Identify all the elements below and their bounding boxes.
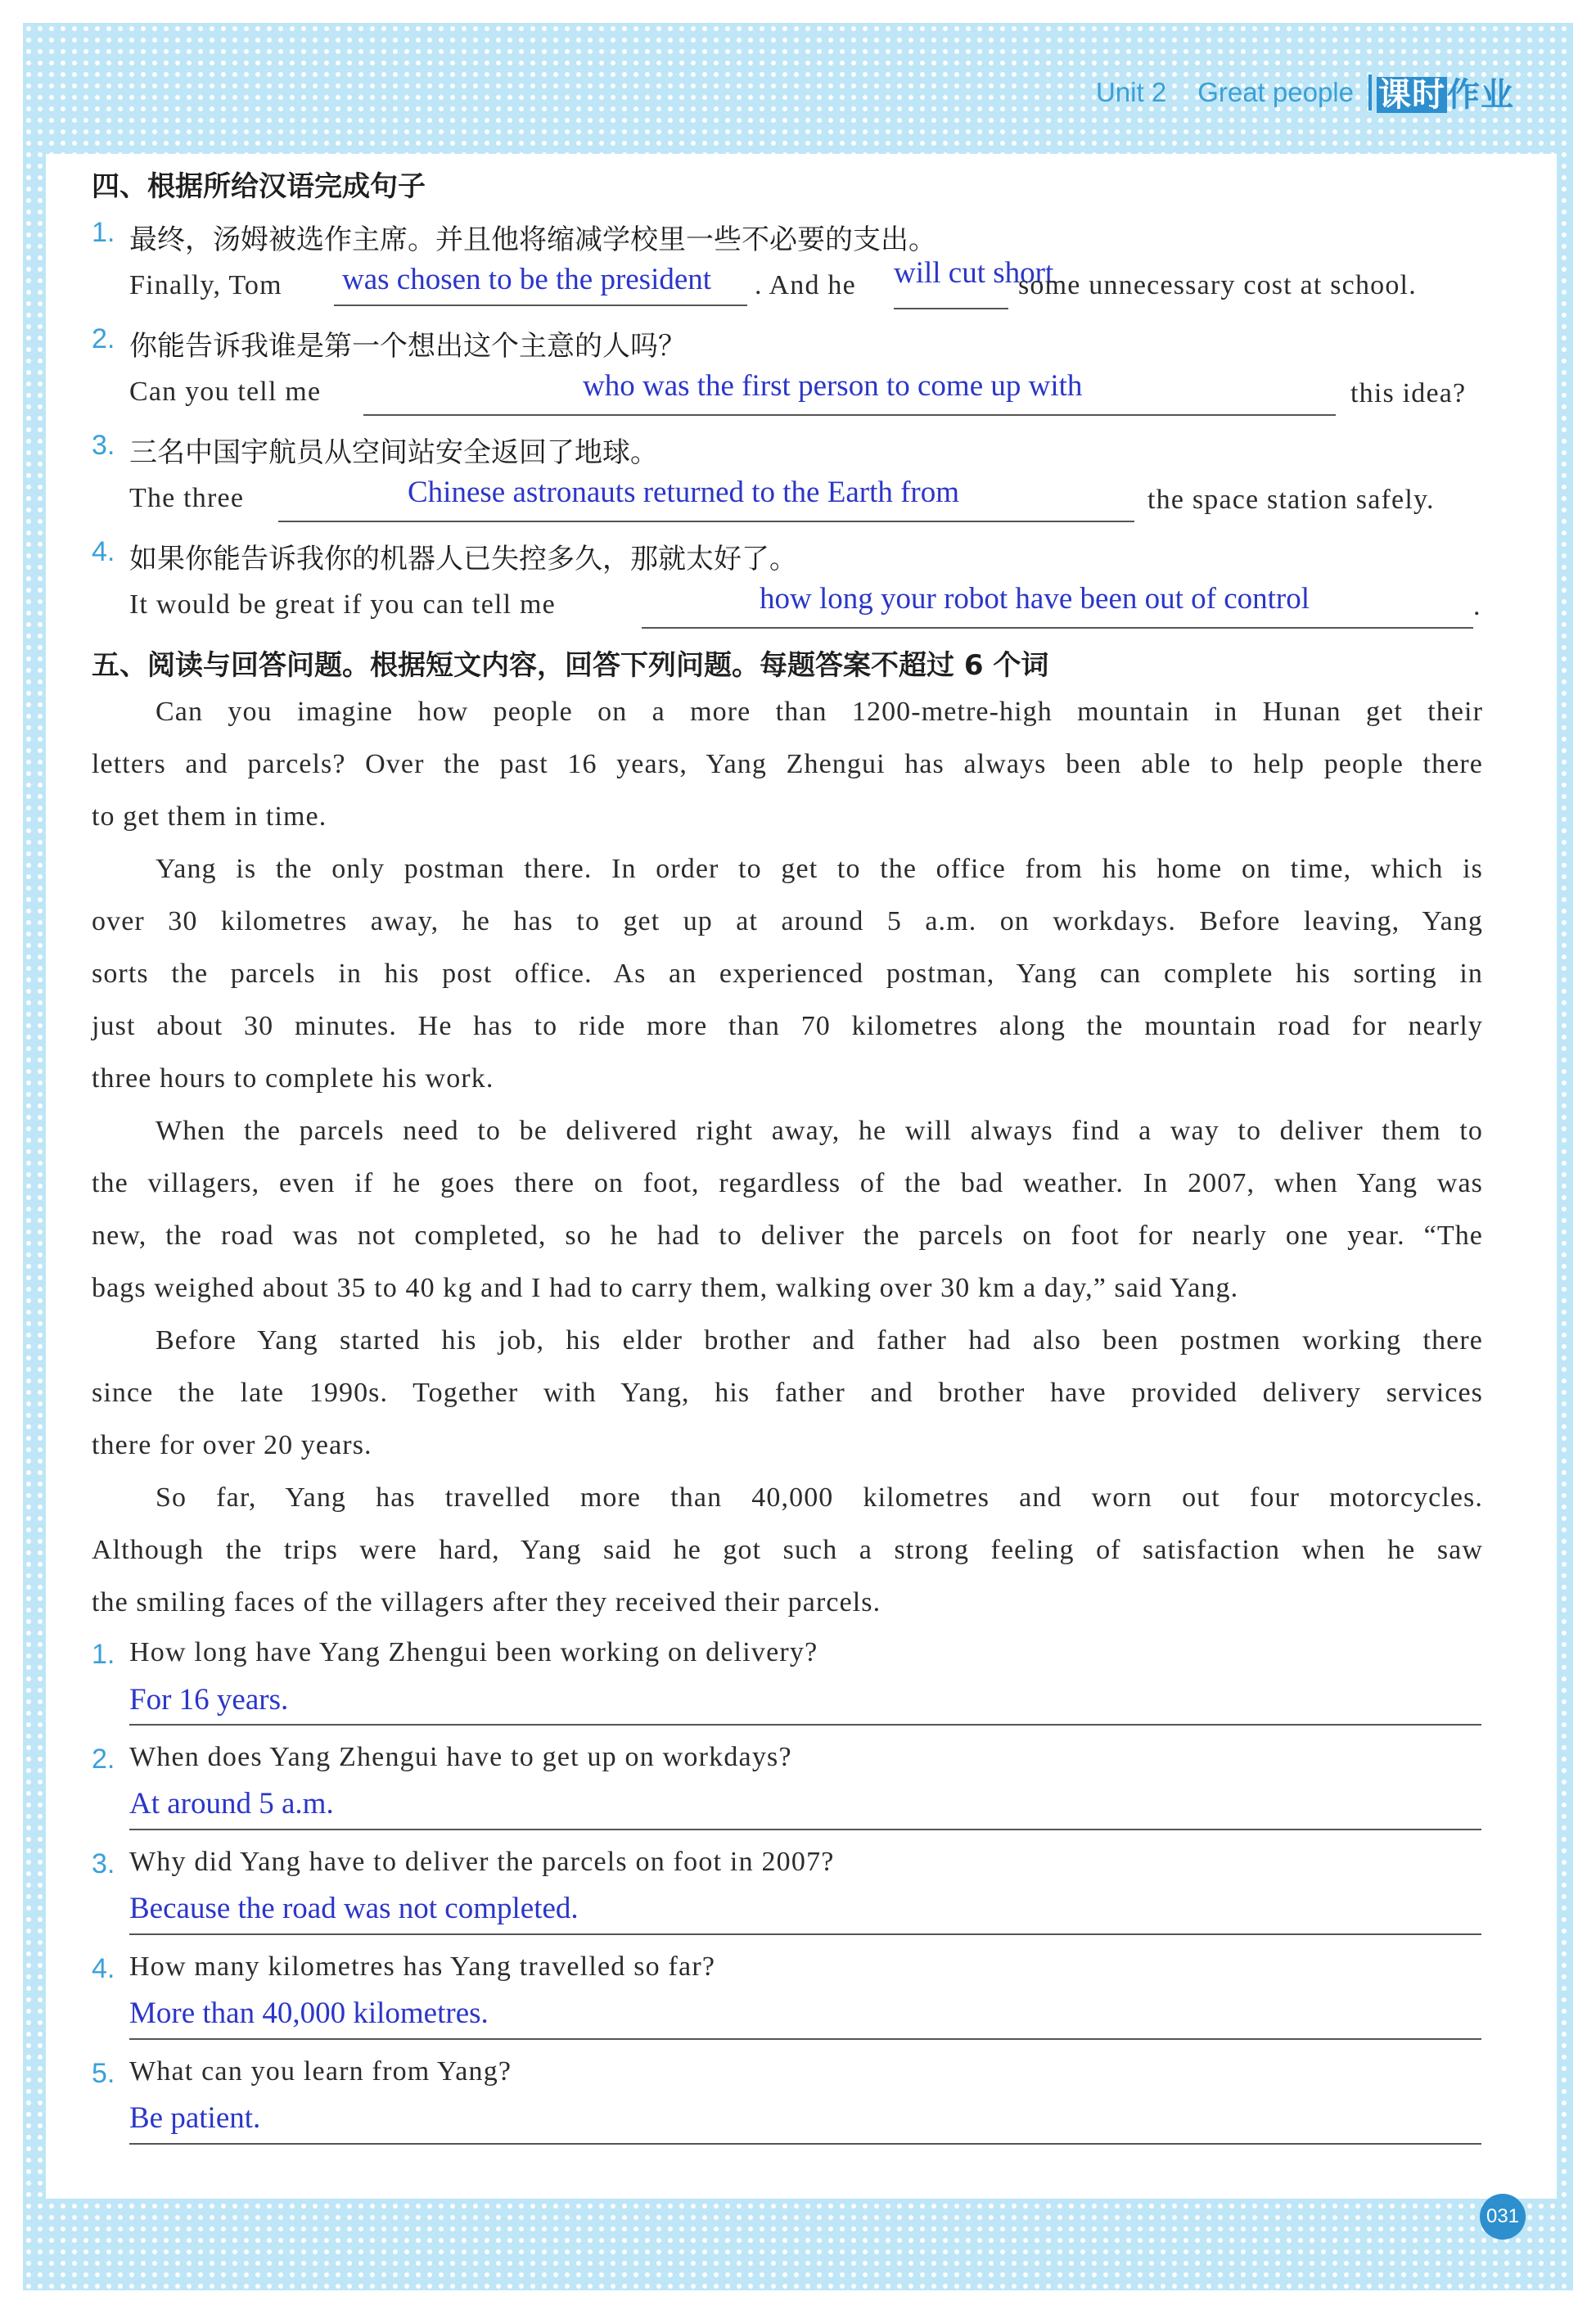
sentence-text: this idea? (1350, 378, 1467, 408)
passage-line: three hours to complete his work. (92, 1063, 494, 1094)
sentence-text: . (1473, 591, 1481, 621)
page-number: 031 (1480, 2194, 1526, 2240)
item-number: 3. (92, 430, 115, 461)
passage-line: Although the trips were hard, Yang said he got such a strong feeling of satisfaction when he saw (92, 1535, 1483, 1565)
passage-line: to get them in time. (92, 801, 327, 832)
question-text: How many kilometres has Yang travelled so far? (129, 1951, 716, 1982)
answer-line[interactable] (129, 2038, 1481, 2040)
unit-label: Unit 2 (1095, 76, 1167, 107)
question-answer: Be patient. (129, 2101, 261, 2135)
passage-line: bags weighed about 35 to 40 kg and I had to carry them, walking over 30 km a day,” said Yang. (92, 1273, 1239, 1303)
logo-part-a: 课时 (1378, 77, 1445, 113)
passage-line: So far, Yang has travelled more than 40,000 kilometres and worn out four motorcycles. (156, 1482, 1483, 1513)
sentence-text: Finally, Tom (129, 270, 282, 300)
answer-line[interactable] (129, 1829, 1481, 1830)
chinese-prompt: 你能告诉我谁是第一个想出这个主意的人吗？ (129, 330, 686, 363)
question-number: 2. (92, 1744, 115, 1775)
question-answer: For 16 years. (129, 1683, 289, 1717)
filled-answer: Chinese astronauts returned to the Earth from (408, 476, 960, 509)
filled-answer: who was the first person to come up with (583, 369, 1083, 403)
filled-answer: how long your robot have been out of control (760, 582, 1310, 616)
passage-line: Before Yang started his job, his elder brother and father had also been postmen working there (156, 1325, 1483, 1356)
question-text: Why did Yang have to deliver the parcels on foot in 2007? (129, 1847, 835, 1877)
item-number: 4. (92, 536, 115, 567)
filled-answer: was chosen to be the president (342, 263, 712, 296)
passage-line: Can you imagine how people on a more than 1200-metre-high mountain in Hunan get their (156, 697, 1483, 727)
passage-line: the villagers, even if he goes there on foot, regardless of the bad weather. In 2007, when Yang was (92, 1168, 1483, 1198)
section5-title: 五、阅读与回答问题。根据短文内容，回答下列问题。每题答案不超过 6 个词 (92, 649, 1049, 682)
answer-line[interactable] (129, 1724, 1481, 1726)
answer-blank[interactable] (642, 627, 1473, 629)
question-number: 5. (92, 2058, 115, 2089)
answer-line[interactable] (129, 2143, 1481, 2145)
passage-line: sorts the parcels in his post office. As an experienced postman, Yang can complete his sorting in (92, 959, 1483, 989)
question-answer: At around 5 a.m. (129, 1787, 334, 1820)
question-number: 3. (92, 1848, 115, 1879)
passage-line: just about 30 minutes. He has to ride more than 70 kilometres along the mountain road for nearly (92, 1011, 1483, 1041)
passage-line: there for over 20 years. (92, 1430, 372, 1460)
filled-answer: will cut short (894, 256, 1054, 290)
passage-line: Yang is the only postman there. In order to get to the office from his home on time, which is (156, 854, 1483, 884)
sentence-text: The three (129, 483, 245, 513)
question-text: What can you learn from Yang? (129, 2056, 512, 2087)
sentence-text: Can you tell me (129, 377, 322, 407)
answer-line[interactable] (129, 1933, 1481, 1935)
passage-line: the smiling faces of the villagers after they received their parcels. (92, 1587, 881, 1617)
unit-title: Great people (1197, 76, 1354, 107)
question-text: When does Yang Zhengui have to get up on workdays? (129, 1742, 792, 1772)
chinese-prompt: 如果你能告诉我你的机器人已失控多久，那就太好了。 (129, 543, 797, 575)
answer-blank[interactable] (334, 305, 747, 306)
passage-line: When the parcels need to be delivered right away, he will always find a way to deliver them to (156, 1116, 1483, 1146)
chinese-prompt: 最终，汤姆被选作主席。并且他将缩减学校里一些不必要的支出。 (129, 223, 936, 256)
section4-title: 四、根据所给汉语完成句子 (92, 170, 426, 203)
question-answer: More than 40,000 kilometres. (129, 1996, 489, 2030)
passage-line: since the late 1990s. Together with Yang, his father and brother have provided delivery services (92, 1378, 1483, 1408)
passage-line: over 30 kilometres away, he has to get up at around 5 a.m. on workdays. Before leaving, Yang (92, 906, 1483, 936)
sentence-text: the space station safely. (1147, 485, 1435, 515)
answer-blank[interactable] (894, 308, 1008, 309)
sentence-text: It would be great if you can tell me (129, 589, 556, 620)
answer-blank[interactable] (278, 521, 1134, 522)
sentence-text: . And he (755, 270, 856, 300)
sentence-text: some unnecessary cost at school. (1018, 270, 1417, 300)
logo-part-b: 作业 (1447, 77, 1514, 113)
question-text: How long have Yang Zhengui been working on delivery? (129, 1637, 818, 1667)
passage-line: letters and parcels? Over the past 16 years, Yang Zhengui has always been able to help people there (92, 749, 1483, 779)
question-answer: Because the road was not completed. (129, 1892, 579, 1925)
answer-blank[interactable] (363, 414, 1336, 416)
passage-line: new, the road was not completed, so he had to deliver the parcels on foot for nearly one year. “The (92, 1220, 1483, 1251)
chinese-prompt: 三名中国宇航员从空间站安全返回了地球。 (129, 436, 658, 469)
item-number: 2. (92, 323, 115, 354)
question-number: 1. (92, 1639, 115, 1670)
item-number: 1. (92, 217, 115, 248)
question-number: 4. (92, 1953, 115, 1984)
